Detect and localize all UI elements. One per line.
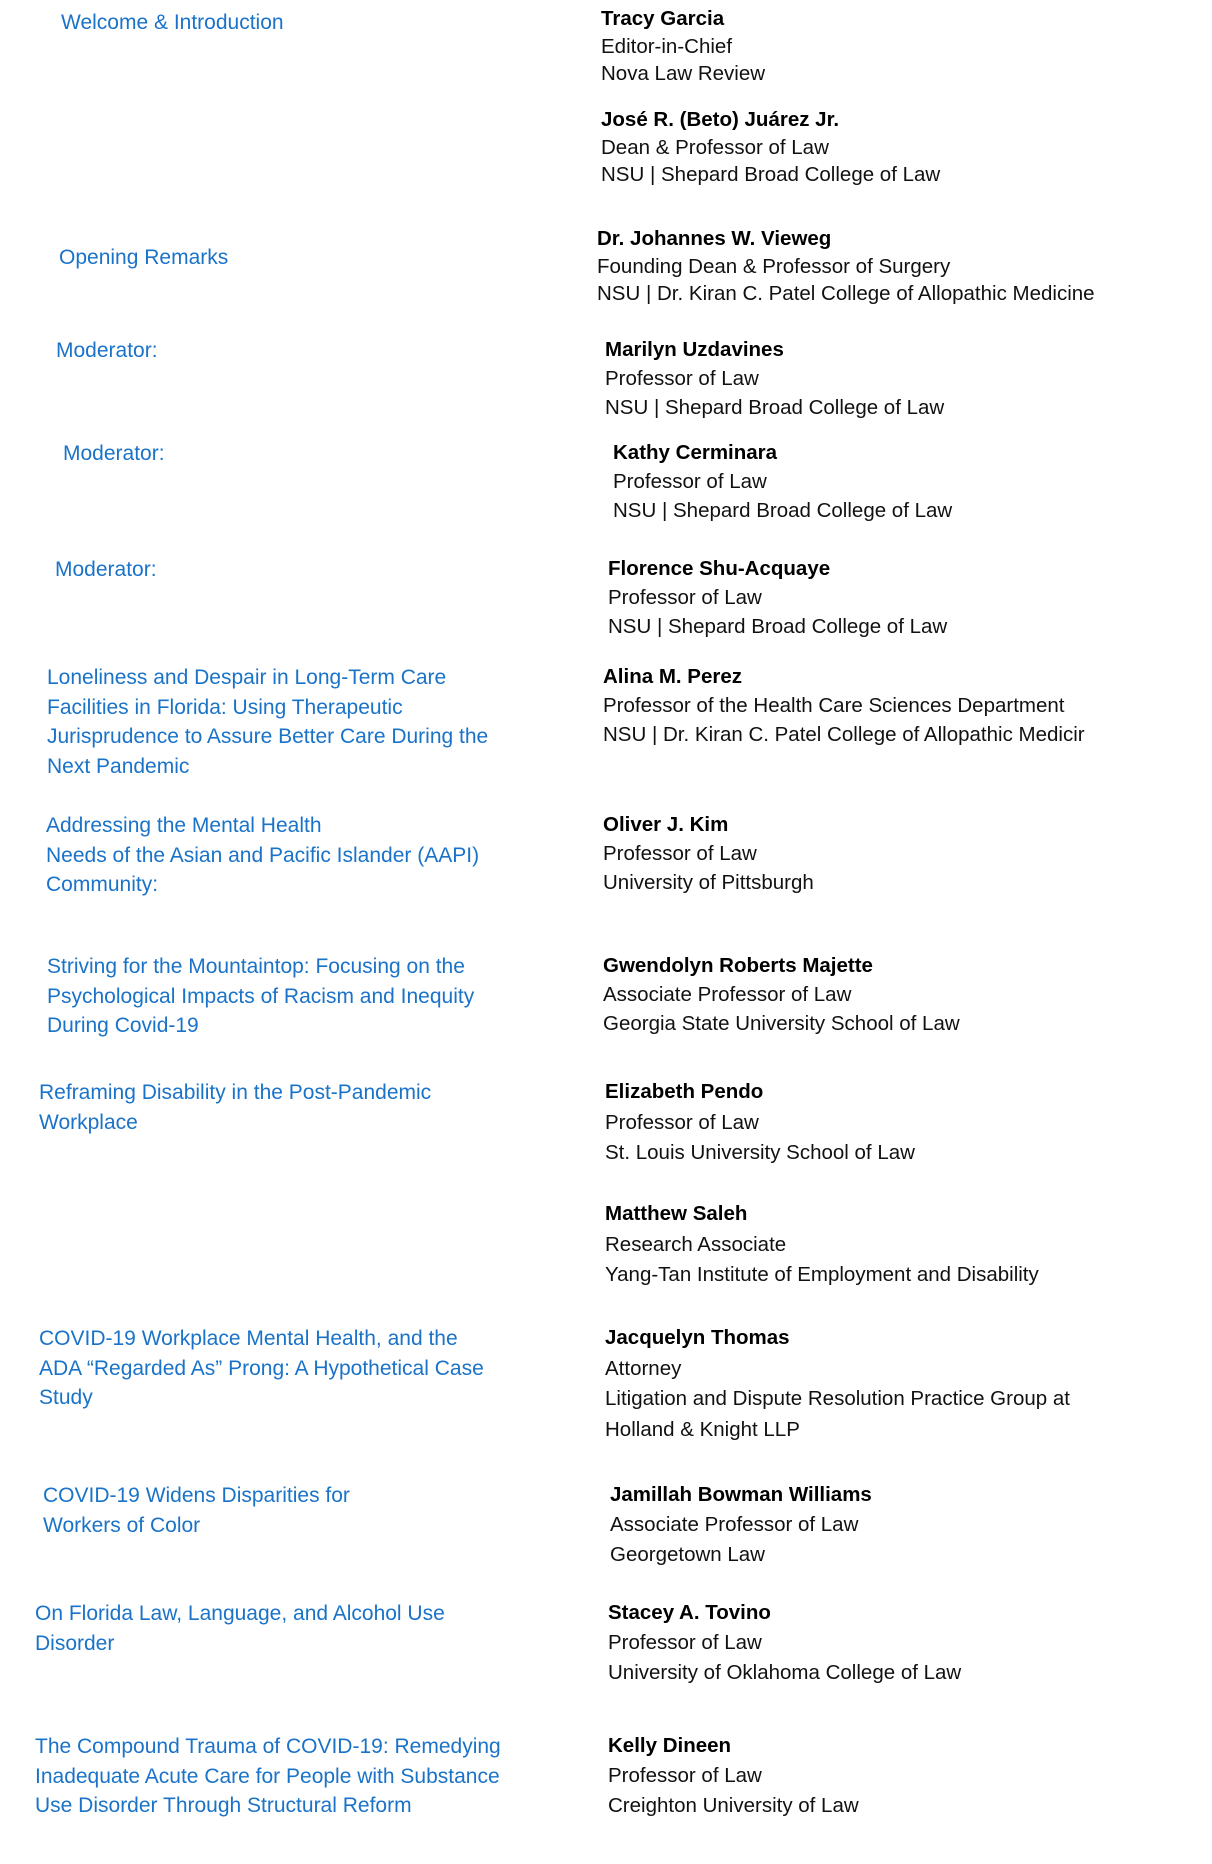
session-title-workplace-mental-health[interactable] <box>39 1324 484 1413</box>
session-title-line: Community: <box>46 873 159 896</box>
speaker-name: Gwendolyn Roberts Majette <box>603 954 873 977</box>
speaker-title: Professor of Law <box>605 367 759 390</box>
session-title-loneliness[interactable] <box>47 663 488 781</box>
session-title-line: Addressing the Mental Health <box>46 814 322 837</box>
speaker-name: Stacey A. Tovino <box>608 1601 771 1624</box>
session-title-line: Moderator: <box>55 558 157 581</box>
speaker-name: Matthew Saleh <box>605 1202 748 1225</box>
session-title-line: Striving for the Mountaintop: Focusing on the <box>47 955 465 978</box>
session-title-opening-remarks[interactable] <box>59 243 228 273</box>
session-title-compound-trauma[interactable] <box>35 1732 501 1821</box>
speaker-name: Dr. Johannes W. Vieweg <box>597 227 832 250</box>
speaker-name: Alina M. Perez <box>603 665 742 688</box>
session-title-line: Opening Remarks <box>59 246 229 269</box>
session-title-alcohol-use[interactable] <box>35 1599 445 1658</box>
speaker-jose-juarez <box>601 106 940 189</box>
speaker-affiliation: Georgia State University School of Law <box>603 1012 960 1035</box>
speaker-affiliation: Georgetown Law <box>610 1543 765 1566</box>
speaker-stacey-tovino <box>608 1598 961 1688</box>
speaker-kathy-cerminara <box>613 438 952 525</box>
speaker-name: Jacquelyn Thomas <box>605 1326 790 1349</box>
speaker-elizabeth-pendo <box>605 1077 915 1169</box>
session-title-line: COVID-19 Widens Disparities for <box>43 1484 350 1507</box>
speaker-affiliation: St. Louis University School of Law <box>605 1141 915 1164</box>
speaker-matthew-saleh <box>605 1199 1039 1291</box>
session-title-line: ADA “Regarded As” Prong: A Hypothetical Case <box>39 1356 484 1380</box>
speaker-name: Marilyn Uzdavines <box>605 338 784 361</box>
speaker-name: Kelly Dineen <box>608 1734 732 1757</box>
speaker-name: Oliver J. Kim <box>603 813 729 836</box>
speaker-jamillah-williams <box>610 1480 872 1570</box>
speaker-affiliation: NSU | Shepard Broad College of Law <box>601 163 941 186</box>
speaker-affiliation: Creighton University of Law <box>608 1794 859 1817</box>
speaker-kelly-dineen <box>608 1731 859 1821</box>
speaker-name: Florence Shu-Acquaye <box>608 557 831 580</box>
session-title-line: During Covid-19 <box>47 1014 199 1037</box>
speaker-title: Professor of Law <box>605 1110 759 1134</box>
speaker-title: Associate Professor of Law <box>603 983 852 1006</box>
session-title-line: Jurisprudence to Assure Better Care During the <box>47 725 489 748</box>
speaker-affiliation: NSU | Shepard Broad College of Law <box>613 499 953 522</box>
session-title-moderator-2[interactable] <box>63 439 165 469</box>
session-title-mountaintop[interactable] <box>47 952 474 1041</box>
speaker-title: Attorney <box>605 1356 682 1380</box>
speaker-title: Professor of Law <box>613 470 767 493</box>
speaker-affiliation: NSU | Shepard Broad College of Law <box>608 615 948 638</box>
session-title-line: On Florida Law, Language, and Alcohol Use <box>35 1602 445 1625</box>
speaker-gwendolyn-majette <box>603 951 960 1038</box>
speaker-affiliation: University of Pittsburgh <box>603 871 814 894</box>
speaker-title: Research Associate <box>605 1232 787 1256</box>
session-title-line: Psychological Impacts of Racism and Inequity <box>47 984 475 1008</box>
speaker-marilyn-uzdavines <box>605 335 944 422</box>
speaker-tracy-garcia <box>601 5 765 88</box>
session-title-moderator-1[interactable] <box>56 336 158 366</box>
session-title-line: Workplace <box>39 1110 138 1134</box>
speaker-title: Founding Dean & Professor of Surgery <box>597 254 951 278</box>
speaker-affiliation: University of Oklahoma College of Law <box>608 1661 962 1684</box>
speaker-name: Elizabeth Pendo <box>605 1080 764 1103</box>
speaker-name: Tracy Garcia <box>601 7 725 30</box>
speaker-title: Associate Professor of Law <box>610 1513 859 1536</box>
session-title-line: Next Pandemic <box>47 754 190 778</box>
speaker-name: Kathy Cerminara <box>613 441 778 464</box>
session-title-line: COVID-19 Workplace Mental Health, and the <box>39 1327 458 1350</box>
session-title-line: The Compound Trauma of COVID-19: Remedying <box>35 1735 501 1758</box>
speaker-affiliation: NSU | Shepard Broad College of Law <box>605 396 945 419</box>
session-title-aapi[interactable] <box>46 811 479 900</box>
speaker-affiliation: Yang-Tan Institute of Employment and Disability <box>605 1263 1039 1286</box>
speaker-affiliation: NSU | Dr. Kiran C. Patel College of Allopathic Medicir <box>603 723 1085 746</box>
speaker-title: Professor of Law <box>603 842 757 865</box>
session-title-line: Loneliness and Despair in Long-Term Care <box>47 666 447 689</box>
session-title-disparities[interactable] <box>43 1481 350 1540</box>
session-title-line: Welcome & Introduction <box>61 11 284 34</box>
session-title-line: Study <box>39 1386 93 1409</box>
speaker-alina-perez <box>603 662 1085 749</box>
session-title-line: Reframing Disability in the Post-Pandemic <box>39 1081 432 1104</box>
speaker-name: José R. (Beto) Juárez Jr. <box>601 108 840 131</box>
speaker-affiliation: NSU | Dr. Kiran C. Patel College of Allopathic Medicine <box>597 282 1095 305</box>
session-title-reframing-disability[interactable] <box>39 1078 431 1137</box>
session-title-line: Use Disorder Through Structural Reform <box>35 1794 412 1817</box>
speaker-jacquelyn-thomas <box>605 1323 1070 1445</box>
speaker-affiliation: Litigation and Dispute Resolution Practice Group at <box>605 1387 1070 1410</box>
session-title-line: Disorder <box>35 1631 115 1655</box>
speaker-title: Professor of Law <box>608 586 762 609</box>
speaker-florence-shu-acquaye <box>608 554 947 641</box>
speaker-name: Jamillah Bowman Williams <box>610 1483 872 1506</box>
session-title-welcome[interactable] <box>61 8 284 38</box>
speaker-title: Professor of the Health Care Sciences Department <box>603 694 1065 717</box>
speaker-title: Editor-in-Chief <box>601 34 733 58</box>
speaker-oliver-kim <box>603 810 814 897</box>
speaker-title: Professor of Law <box>608 1631 762 1654</box>
speaker-johannes-vieweg <box>597 225 1095 308</box>
session-title-line: Needs of the Asian and Pacific Islander (AAPI) <box>46 843 480 867</box>
speaker-title: Dean & Professor of Law <box>601 135 829 159</box>
session-title-line: Moderator: <box>56 339 158 362</box>
session-title-moderator-3[interactable] <box>55 555 157 585</box>
speaker-affiliation: Holland & Knight LLP <box>605 1417 800 1441</box>
session-title-line: Inadequate Acute Care for People with Substance <box>35 1764 500 1788</box>
session-title-line: Moderator: <box>63 442 165 465</box>
speaker-title: Professor of Law <box>608 1764 762 1787</box>
session-title-line: Facilities in Florida: Using Therapeutic <box>47 695 403 719</box>
session-title-line: Workers of Color <box>43 1513 201 1537</box>
speaker-affiliation: Nova Law Review <box>601 62 766 85</box>
